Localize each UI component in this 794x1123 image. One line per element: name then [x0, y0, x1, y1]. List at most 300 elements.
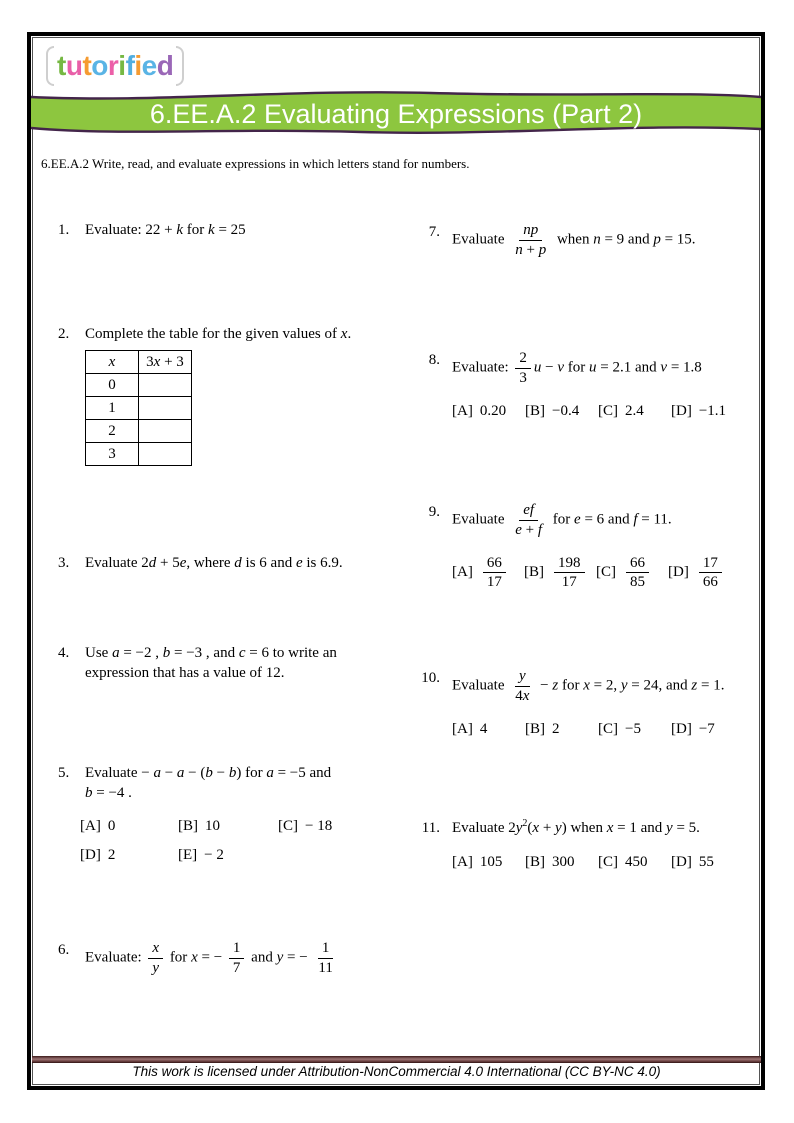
question-line	[452, 818, 744, 838]
option-value	[305, 818, 332, 834]
math-text: 3	[519, 369, 527, 386]
answer-options	[452, 719, 744, 739]
question-5	[58, 763, 392, 865]
option-value	[480, 721, 488, 737]
logo-letter: i	[118, 50, 126, 81]
option-label: [A]	[452, 402, 473, 419]
math-variable: y	[555, 820, 562, 836]
question-body	[80, 763, 333, 865]
math-text: when	[553, 231, 594, 248]
math-variable: e	[179, 555, 187, 571]
question-body	[85, 324, 351, 466]
logo-letter: t	[57, 50, 66, 81]
math-text: for	[166, 949, 192, 966]
math-variable: x	[532, 820, 540, 836]
math-variable: y	[620, 677, 628, 694]
question-body	[452, 668, 744, 739]
license-text: This work is licensed under Attribution-NonCommercial 4.0 International (CC BY-NC 4.0)	[132, 1064, 661, 1079]
question-2	[58, 324, 392, 466]
answer-option	[452, 555, 524, 592]
math-text: = 25	[214, 222, 246, 238]
question-line	[452, 502, 740, 539]
values-table	[85, 350, 192, 466]
math-text: 66	[630, 554, 645, 571]
option-value	[480, 403, 506, 419]
math-text: 85	[630, 574, 645, 591]
question-number: 4.	[58, 645, 70, 661]
math-text: Complete the table for the given values of	[85, 326, 341, 342]
math-variable: v	[557, 359, 565, 376]
math-variable: f	[537, 521, 543, 538]
fraction	[148, 940, 163, 977]
fraction-denominator	[699, 573, 722, 591]
math-text: − 2	[204, 846, 224, 863]
math-text: = 1.8	[667, 359, 702, 376]
answer-option	[598, 852, 671, 872]
fraction-numerator	[554, 555, 585, 574]
question-body	[85, 643, 337, 684]
page-title: 6.EE.A.2 Evaluating Expressions (Part 2)	[149, 99, 643, 129]
math-variable: y	[518, 668, 526, 684]
logo-letter: f	[125, 50, 135, 81]
math-text: +	[521, 521, 538, 538]
math-variable: x	[153, 354, 161, 371]
math-text: for	[549, 511, 575, 528]
table-header-cell	[139, 351, 192, 374]
fraction-numerator	[515, 668, 530, 687]
math-variable: ef	[523, 502, 535, 518]
math-text: , where	[186, 555, 235, 571]
math-text: 11	[318, 959, 333, 976]
math-variable: x	[191, 949, 198, 966]
table-row	[86, 443, 192, 466]
answer-option	[80, 845, 178, 865]
math-text: Evaluate:	[85, 949, 146, 966]
option-label: [D]	[671, 720, 692, 737]
option-label: [C]	[598, 402, 618, 419]
fraction	[483, 555, 506, 592]
fraction-denominator	[483, 573, 506, 591]
fraction-denominator	[515, 369, 531, 387]
option-value	[205, 818, 220, 834]
fraction-denominator	[626, 573, 649, 591]
math-variable: b	[205, 765, 213, 781]
fraction-denominator	[511, 687, 533, 705]
math-text: −	[536, 677, 553, 694]
option-value	[552, 854, 575, 870]
logo-letter: i	[134, 50, 142, 81]
math-variable: u	[533, 359, 542, 376]
math-text: 2	[107, 846, 116, 863]
question-body	[85, 220, 246, 240]
question-9	[408, 502, 768, 591]
math-variable: u	[589, 359, 597, 376]
math-text: Evaluate −	[85, 765, 154, 781]
option-value	[552, 721, 560, 737]
answer-option	[598, 719, 671, 739]
footer-divider-bar	[32, 1056, 761, 1063]
option-label: [D]	[671, 402, 692, 419]
math-text: 2	[552, 720, 560, 737]
standard-description: 6.EE.A.2 Write, read, and evaluate expressions in which letters stand for numbers.	[41, 156, 470, 171]
answer-options	[452, 555, 740, 592]
math-text: (	[527, 820, 533, 836]
option-label: [B]	[178, 817, 198, 834]
math-variable: c	[238, 645, 246, 661]
math-variable: x	[583, 677, 590, 694]
option-label: [A]	[452, 564, 473, 581]
fraction-denominator	[314, 959, 336, 977]
math-text: 3	[146, 354, 154, 371]
answer-option	[668, 555, 740, 592]
question-body	[85, 553, 343, 573]
math-variable: e	[515, 521, 522, 538]
question-line	[452, 668, 744, 705]
math-text: Evaluate	[452, 677, 509, 694]
math-text: ) for	[236, 765, 267, 781]
math-text: −1.1	[698, 402, 727, 419]
logo-left-bracket	[46, 46, 54, 86]
math-text: −	[212, 765, 229, 781]
question-number: 8.	[428, 352, 440, 368]
question-number: 10.	[421, 670, 440, 686]
math-text: = 2,	[589, 677, 621, 694]
option-value	[625, 403, 644, 419]
option-label: [C]	[598, 854, 618, 871]
math-text: +	[522, 241, 539, 258]
math-variable: np	[523, 222, 539, 238]
math-text: Evaluate 2	[85, 555, 149, 571]
math-variable: y	[515, 820, 523, 836]
question-line	[85, 643, 337, 663]
math-text: −0.4	[552, 402, 580, 419]
math-text: 4	[515, 687, 523, 704]
title-banner	[31, 84, 761, 144]
table-cell: 2	[86, 420, 139, 443]
question-number: 1.	[58, 222, 70, 238]
math-text: −5	[625, 720, 641, 737]
math-variable: a	[266, 765, 274, 781]
math-variable: z	[552, 677, 559, 694]
question-4	[58, 643, 392, 684]
option-label: [C]	[596, 564, 616, 581]
option-value	[552, 403, 579, 419]
answer-option	[525, 852, 598, 872]
option-label: [D]	[671, 854, 692, 871]
table-cell: 3	[86, 443, 139, 466]
fraction	[515, 350, 531, 387]
question-10	[408, 668, 768, 739]
answer-option	[671, 852, 744, 872]
math-variable: a	[153, 765, 161, 781]
math-text: −7	[698, 720, 715, 737]
math-text: = 11.	[637, 511, 672, 528]
table-cell	[139, 420, 192, 443]
answer-option	[178, 816, 278, 836]
answer-option	[80, 816, 178, 836]
answer-option	[671, 719, 744, 739]
math-text: Evaluate:	[452, 359, 513, 376]
math-text: .	[347, 326, 352, 342]
answer-options	[452, 852, 744, 872]
math-text: for	[564, 359, 590, 376]
math-text: 300	[552, 854, 575, 871]
question-number: 6.	[58, 942, 70, 958]
logo-letter: o	[91, 50, 108, 81]
math-text: = −2 ,	[119, 645, 163, 661]
math-variable: k	[208, 222, 215, 238]
fraction	[511, 668, 533, 705]
option-label: [C]	[278, 817, 298, 834]
question-line	[452, 222, 696, 259]
option-label: [E]	[178, 846, 198, 863]
math-text: − 18	[305, 817, 333, 834]
math-variable: x	[152, 940, 160, 956]
fraction	[314, 940, 336, 977]
question-number: 2.	[58, 326, 70, 342]
math-variable: x	[606, 820, 614, 836]
math-exponent: 2	[522, 818, 528, 829]
math-variable: b	[228, 765, 237, 781]
math-text: −	[541, 359, 558, 376]
math-text: 55	[698, 854, 714, 871]
question-number: 5.	[58, 765, 70, 781]
math-text: = 1.	[697, 677, 725, 694]
answer-option	[671, 401, 744, 421]
math-text: = 9 and	[600, 231, 654, 248]
option-value	[699, 721, 715, 737]
fraction	[229, 940, 245, 977]
math-variable: n	[515, 241, 523, 258]
logo-letter: e	[141, 50, 157, 81]
question-line	[85, 940, 340, 977]
table-cell	[139, 443, 192, 466]
math-text: 10	[205, 817, 220, 834]
table-cell	[139, 397, 192, 420]
answer-option	[278, 816, 332, 836]
question-body	[452, 350, 744, 421]
math-variable: d	[148, 555, 157, 571]
answer-option	[178, 845, 278, 865]
question-3	[58, 553, 392, 573]
question-1	[58, 220, 392, 240]
question-line	[85, 553, 343, 573]
math-text: = 5.	[672, 820, 700, 836]
math-text: = 1 and	[613, 820, 667, 836]
math-text: 450	[625, 854, 648, 871]
question-line	[85, 663, 337, 683]
fraction-denominator	[558, 573, 581, 591]
math-text: = −5 and	[273, 765, 332, 781]
math-text: = 15.	[660, 231, 696, 248]
math-text: for	[558, 677, 584, 694]
logo-letters	[57, 50, 173, 82]
math-variable: x	[108, 354, 116, 371]
answer-option	[452, 401, 525, 421]
math-variable: v	[660, 359, 668, 376]
answer-options	[80, 816, 332, 866]
math-variable: a	[112, 645, 120, 661]
option-label: [A]	[80, 817, 101, 834]
math-text: is 6 and	[241, 555, 296, 571]
math-text: Evaluate	[452, 231, 509, 248]
option-label: [B]	[525, 402, 545, 419]
math-text: 17	[486, 574, 502, 591]
question-line	[85, 220, 246, 240]
option-value	[108, 818, 116, 834]
math-text: 0.20	[479, 402, 507, 419]
math-text: +	[539, 820, 556, 836]
option-value	[699, 854, 714, 870]
math-text: 198	[558, 554, 581, 571]
option-value	[480, 854, 503, 870]
question-8	[408, 350, 768, 421]
option-label: [B]	[524, 564, 544, 581]
table-cell	[139, 374, 192, 397]
math-variable: x	[340, 326, 348, 342]
question-body	[85, 940, 340, 977]
question-body	[452, 818, 744, 873]
question-line	[452, 350, 744, 387]
question-line	[85, 783, 332, 803]
math-text: + 3	[160, 354, 184, 371]
math-text: and	[247, 949, 277, 966]
math-text: = −4 .	[92, 785, 132, 802]
answer-option	[452, 852, 525, 872]
math-text: Evaluate 2	[452, 820, 516, 836]
math-text: = 6 to write an	[245, 645, 337, 661]
math-variable: z	[691, 677, 698, 694]
option-label: [D]	[80, 846, 101, 863]
math-text: 0	[107, 817, 116, 834]
math-text: 105	[479, 854, 503, 871]
fraction-numerator	[515, 350, 531, 369]
fraction-numerator	[699, 555, 722, 574]
option-value	[699, 403, 726, 419]
logo-letter: t	[82, 50, 92, 81]
answer-option	[525, 719, 598, 739]
answer-options	[452, 401, 744, 421]
fraction	[626, 555, 649, 592]
logo-letter: d	[156, 50, 174, 81]
question-number: 3.	[58, 555, 70, 571]
fraction	[511, 502, 546, 539]
math-text: 66	[702, 574, 718, 591]
fraction-numerator	[626, 555, 649, 574]
math-text: = 2.1 and	[596, 359, 661, 376]
table-row	[86, 397, 192, 420]
fraction-denominator	[148, 959, 163, 977]
math-variable: e	[574, 511, 581, 528]
option-value	[625, 721, 641, 737]
question-6	[58, 940, 392, 977]
answer-option	[598, 401, 671, 421]
math-text: Evaluate: 22 +	[85, 222, 177, 238]
option-label: [D]	[668, 564, 689, 581]
fraction-numerator	[519, 502, 538, 521]
math-text: Use	[85, 645, 113, 661]
math-text: + 5	[156, 555, 180, 571]
option-value	[480, 554, 509, 591]
math-text: ) when	[561, 820, 607, 836]
fraction-numerator	[229, 940, 245, 959]
math-text: = −3 , and	[170, 645, 239, 661]
math-variable: p	[653, 231, 661, 248]
math-text: 17	[702, 554, 718, 571]
answer-option	[452, 719, 525, 739]
question-body	[452, 222, 696, 259]
question-number: 9.	[428, 504, 440, 520]
fraction	[554, 555, 585, 592]
logo-letter: u	[65, 50, 83, 81]
answer-option	[596, 555, 668, 592]
math-text: expression that has a value of 12.	[85, 665, 285, 682]
table-cell: 1	[86, 397, 139, 420]
tutorified-logo	[46, 44, 184, 88]
fraction	[511, 222, 550, 259]
fraction-denominator	[511, 521, 546, 539]
math-text: = −	[197, 949, 226, 966]
math-variable: y	[666, 820, 673, 836]
math-variable: k	[176, 222, 184, 238]
option-value	[625, 854, 648, 870]
question-body	[452, 502, 740, 591]
math-text: 2	[519, 350, 527, 366]
table-header-row	[86, 351, 192, 374]
math-text: 66	[486, 554, 502, 571]
math-variable: d	[234, 555, 242, 571]
answer-option	[524, 555, 596, 592]
fraction-numerator	[519, 222, 542, 241]
math-text: is 6.9.	[302, 555, 343, 571]
fraction	[699, 555, 722, 592]
option-value	[623, 554, 652, 591]
option-value	[204, 847, 224, 863]
option-label: [B]	[525, 854, 545, 871]
math-variable: y	[276, 949, 284, 966]
fraction-numerator	[483, 555, 506, 574]
math-text: = 6 and	[580, 511, 634, 528]
option-label: [B]	[525, 720, 545, 737]
math-variable: a	[176, 765, 185, 781]
question-line	[85, 763, 332, 783]
fraction-numerator	[148, 940, 163, 959]
logo-right-bracket	[176, 46, 184, 86]
question-7	[408, 222, 768, 259]
fraction-denominator	[511, 241, 550, 259]
table-row	[86, 420, 192, 443]
math-variable: n	[593, 231, 601, 248]
math-text: 17	[561, 574, 577, 591]
fraction-numerator	[318, 940, 334, 959]
table-header-cell	[86, 351, 139, 374]
math-text: 2.4	[625, 402, 644, 419]
fraction-denominator	[229, 959, 245, 977]
option-value	[551, 554, 588, 591]
math-variable: b	[162, 645, 171, 661]
option-value	[108, 847, 116, 863]
option-label: [A]	[452, 854, 473, 871]
option-value	[696, 554, 725, 591]
question-number: 11.	[421, 820, 440, 836]
math-text: 7	[232, 959, 241, 976]
math-variable: e	[295, 555, 303, 571]
question-number: 7.	[428, 224, 440, 240]
option-label: [A]	[452, 720, 473, 737]
table-cell: 0	[86, 374, 139, 397]
option-label: [C]	[598, 720, 618, 737]
math-text: for	[183, 222, 209, 238]
